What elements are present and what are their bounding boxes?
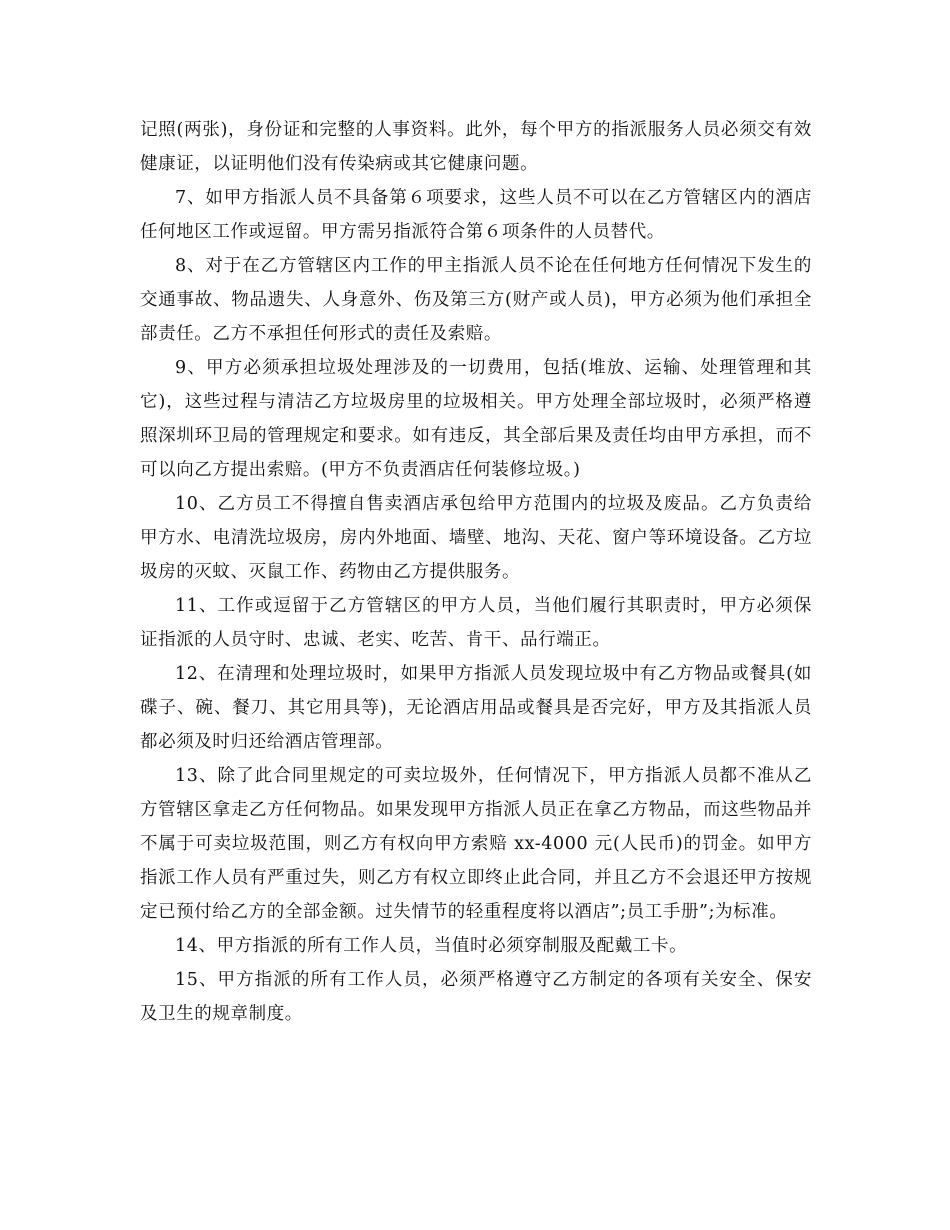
- clause-12: 12、在清理和处理垃圾时，如果甲方指派人员发现垃圾中有乙方物品或餐具(如碟子、碗、餐刀、其它用具等)，无论酒店用品或餐具是否完好，甲方及其指派人员都必须及时归还给酒店管理部。: [140, 664, 812, 752]
- clause-7: 7、如甲方指派人员不具备第６项要求，这些人员不可以在乙方管辖区内的酒店任何地区工作或逗留。甲方需另指派符合第６项条件的人员替代。: [140, 188, 812, 242]
- clause-14: 14、甲方指派的所有工作人员，当值时必须穿制服及配戴工卡。: [175, 936, 688, 956]
- clause-13: 13、除了此合同里规定的可卖垃圾外，任何情况下，甲方指派人员都不准从乙方管辖区拿走乙方任何物品。如果发现甲方指派人员正在拿乙方物品，而这些物品并不属于可卖垃圾范围，则乙方有权向甲方索赔 xx-4000 元(人民币)的罚金。如甲方指派工作人员有严重过失，则乙方有权立即终止此合同，并且乙方不会退还甲方按规定已预付给乙方的全部金额。过失情节的轻重程度将以酒店”;员工手册”;为标准。: [140, 766, 812, 922]
- clause-15: 15、甲方指派的所有工作人员，必须严格遵守乙方制定的各项有关安全、保安及卫生的规章制度。: [140, 970, 812, 1024]
- clause-10: 10、乙方员工不得擅自售卖酒店承包给甲方范围内的垃圾及废品。乙方负责给甲方水、电清洗垃圾房，房内外地面、墙壁、地沟、天花、窗户等环境设备。乙方垃圾房的灭蚊、灭鼠工作、药物由乙方提供服务。: [140, 494, 812, 582]
- paragraph-continuation: 记照(两张)，身份证和完整的人事资料。此外，每个甲方的指派服务人员必须交有效健康证，以证明他们没有传染病或其它健康问题。: [140, 120, 812, 174]
- clause-11: 11、工作或逗留于乙方管辖区的甲方人员，当他们履行其职责时，甲方必须保证指派的人员守时、忠诚、老实、吃苦、肯干、品行端正。: [140, 596, 812, 650]
- clause-9: 9、甲方必须承担垃圾处理涉及的一切费用，包括(堆放、运输、处理管理和其它)，这些过程与清洁乙方垃圾房里的垃圾相关。甲方处理全部垃圾时，必须严格遵照深圳环卫局的管理规定和要求。如有违反，其全部后果及责任均由甲方承担，而不可以向乙方提出索赔。(甲方不负责酒店任何装修垃圾。): [140, 358, 812, 480]
- document-body: [140, 113, 812, 1031]
- clause-8: 8、对于在乙方管辖区内工作的甲主指派人员不论在任何地方任何情况下发生的交通事故、物品遗失、人身意外、伤及第三方(财产或人员)，甲方必须为他们承担全部责任。乙方不承担任何形式的责任及索赔。: [140, 256, 812, 344]
